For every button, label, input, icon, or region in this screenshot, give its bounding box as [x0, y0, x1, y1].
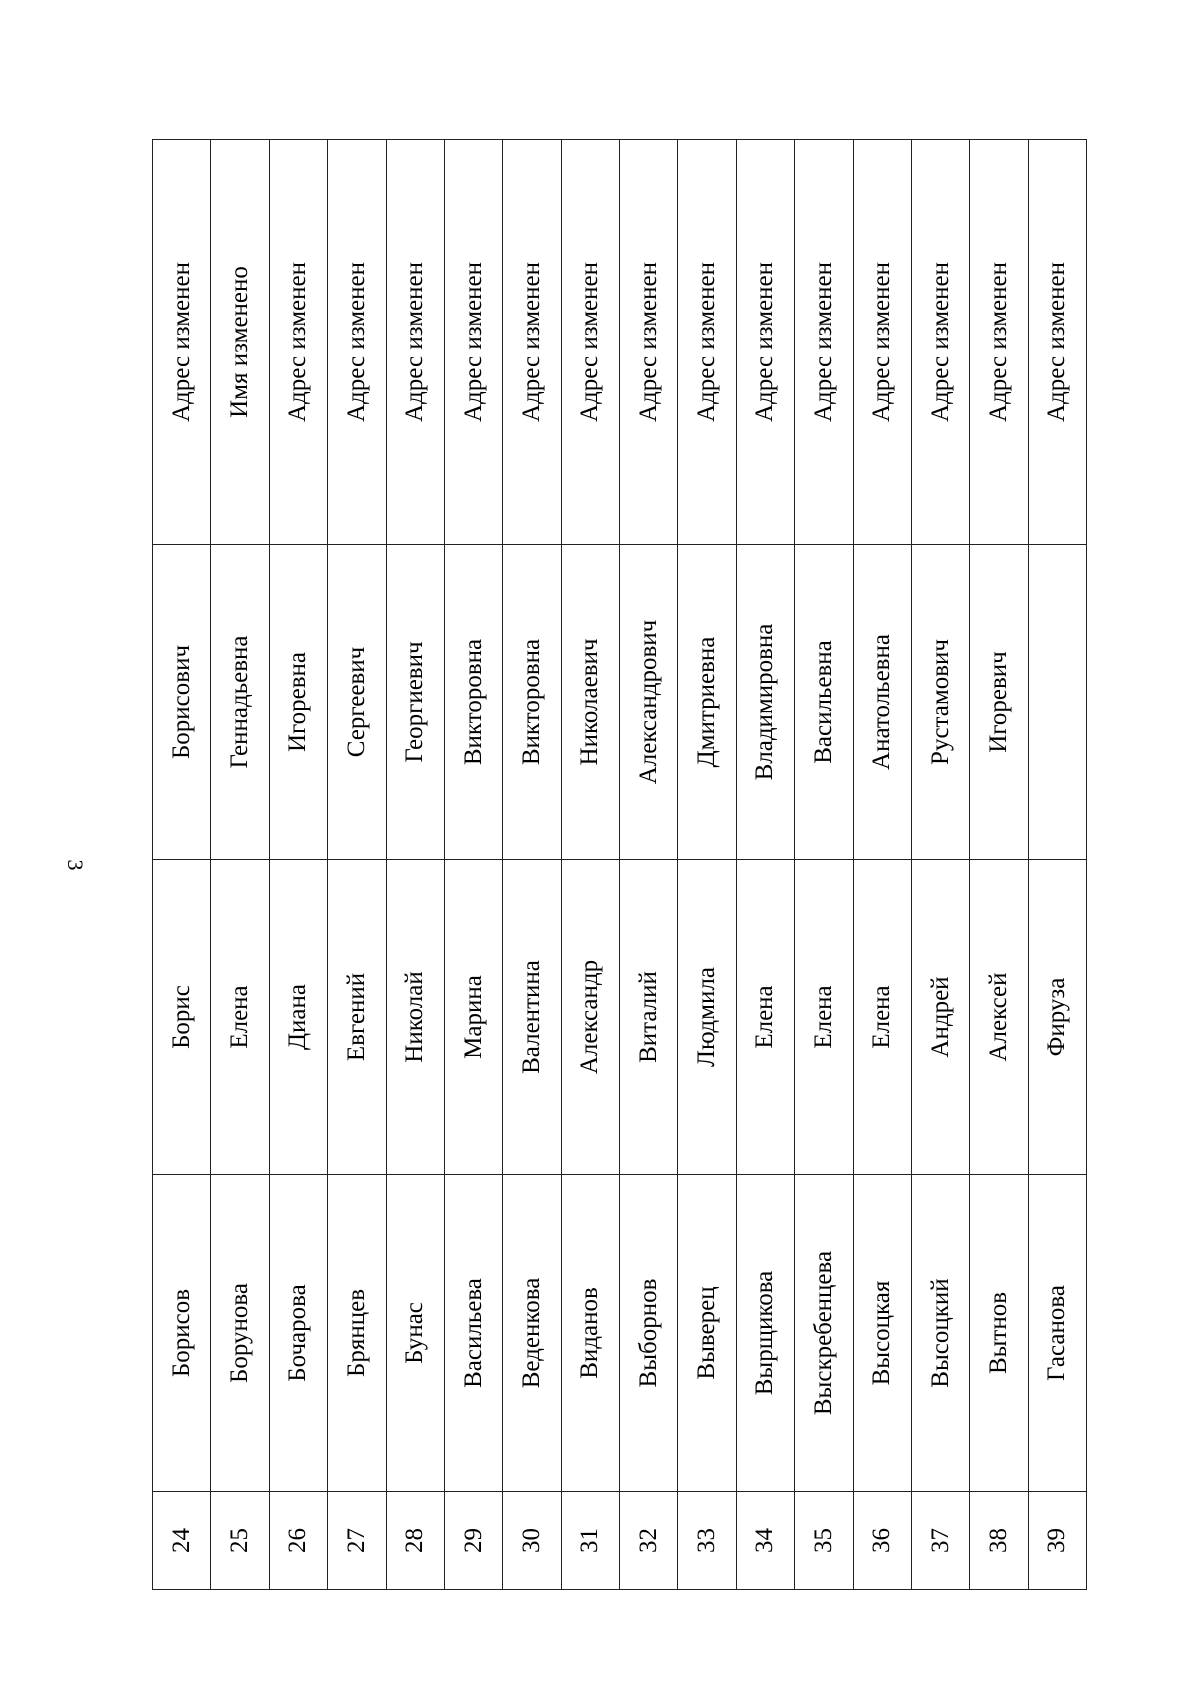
first-name: Виталий	[620, 860, 678, 1175]
table-row	[1028, 140, 1086, 1590]
table-row	[153, 140, 211, 1590]
first-name: Николай	[386, 860, 444, 1175]
last-name: Высоцкая	[853, 1175, 911, 1492]
table-row	[911, 140, 969, 1590]
change-status: Адрес изменен	[736, 140, 794, 545]
patronymic: Николаевич	[561, 545, 619, 860]
patronymic: Сергеевич	[328, 545, 386, 860]
first-name: Елена	[211, 860, 269, 1175]
row-number: 38	[970, 1492, 1028, 1590]
first-name: Андрей	[911, 860, 969, 1175]
row-number: 34	[736, 1492, 794, 1590]
table-row	[269, 140, 327, 1590]
patronymic	[1028, 545, 1086, 860]
row-number: 31	[561, 1492, 619, 1590]
last-name: Бунас	[386, 1175, 444, 1492]
last-name: Виданов	[561, 1175, 619, 1492]
row-number: 32	[620, 1492, 678, 1590]
last-name: Васильева	[444, 1175, 502, 1492]
row-number: 35	[795, 1492, 853, 1590]
records-table	[152, 139, 1087, 1590]
row-number: 25	[211, 1492, 269, 1590]
patronymic: Борисович	[153, 545, 211, 860]
change-status: Адрес изменен	[620, 140, 678, 545]
patronymic: Игоревич	[970, 545, 1028, 860]
first-name: Фируза	[1028, 860, 1086, 1175]
row-number: 26	[269, 1492, 327, 1590]
first-name: Валентина	[503, 860, 561, 1175]
table-row	[561, 140, 619, 1590]
row-number: 27	[328, 1492, 386, 1590]
row-number: 39	[1028, 1492, 1086, 1590]
last-name: Веденкова	[503, 1175, 561, 1492]
first-name: Елена	[736, 860, 794, 1175]
last-name: Брянцев	[328, 1175, 386, 1492]
first-name: Елена	[795, 860, 853, 1175]
table-row	[444, 140, 502, 1590]
records-table-container	[152, 140, 1087, 1590]
change-status: Адрес изменен	[153, 140, 211, 545]
change-status: Адрес изменен	[911, 140, 969, 545]
first-name: Александр	[561, 860, 619, 1175]
last-name: Вырщикова	[736, 1175, 794, 1492]
records-table-rotated	[152, 140, 1087, 1590]
patronymic: Александрович	[620, 545, 678, 860]
change-status: Адрес изменен	[1028, 140, 1086, 545]
last-name: Выборнов	[620, 1175, 678, 1492]
last-name: Борисов	[153, 1175, 211, 1492]
last-name: Выскребенцева	[795, 1175, 853, 1492]
row-number: 37	[911, 1492, 969, 1590]
patronymic: Игоревна	[269, 545, 327, 860]
first-name: Елена	[853, 860, 911, 1175]
last-name: Вытнов	[970, 1175, 1028, 1492]
last-name: Высоцкий	[911, 1175, 969, 1492]
table-row	[853, 140, 911, 1590]
first-name: Алексей	[970, 860, 1028, 1175]
change-status: Адрес изменен	[795, 140, 853, 545]
table-row	[211, 140, 269, 1590]
table-row	[736, 140, 794, 1590]
change-status: Адрес изменен	[561, 140, 619, 545]
patronymic: Васильевна	[795, 545, 853, 860]
first-name: Марина	[444, 860, 502, 1175]
patronymic: Анатольевна	[853, 545, 911, 860]
table-row	[503, 140, 561, 1590]
last-name: Бочарова	[269, 1175, 327, 1492]
first-name: Борис	[153, 860, 211, 1175]
row-number: 33	[678, 1492, 736, 1590]
row-number: 30	[503, 1492, 561, 1590]
last-name: Гасанова	[1028, 1175, 1086, 1492]
last-name: Выверец	[678, 1175, 736, 1492]
page-number: 3	[63, 859, 88, 871]
change-status: Адрес изменен	[328, 140, 386, 545]
patronymic: Рустамович	[911, 545, 969, 860]
table-row	[678, 140, 736, 1590]
first-name: Евгений	[328, 860, 386, 1175]
change-status: Адрес изменен	[970, 140, 1028, 545]
table-row	[386, 140, 444, 1590]
change-status: Адрес изменен	[853, 140, 911, 545]
patronymic: Владимировна	[736, 545, 794, 860]
change-status: Адрес изменен	[269, 140, 327, 545]
row-number: 36	[853, 1492, 911, 1590]
first-name: Диана	[269, 860, 327, 1175]
table-row	[328, 140, 386, 1590]
patronymic: Геннадьевна	[211, 545, 269, 860]
first-name: Людмила	[678, 860, 736, 1175]
change-status: Имя изменено	[211, 140, 269, 545]
change-status: Адрес изменен	[678, 140, 736, 545]
row-number: 24	[153, 1492, 211, 1590]
patronymic: Дмитриевна	[678, 545, 736, 860]
row-number: 29	[444, 1492, 502, 1590]
table-row	[795, 140, 853, 1590]
change-status: Адрес изменен	[386, 140, 444, 545]
row-number: 28	[386, 1492, 444, 1590]
patronymic: Викторовна	[444, 545, 502, 860]
table-row	[620, 140, 678, 1590]
change-status: Адрес изменен	[503, 140, 561, 545]
table-row	[970, 140, 1028, 1590]
patronymic: Викторовна	[503, 545, 561, 860]
change-status: Адрес изменен	[444, 140, 502, 545]
last-name: Борунова	[211, 1175, 269, 1492]
patronymic: Георгиевич	[386, 545, 444, 860]
